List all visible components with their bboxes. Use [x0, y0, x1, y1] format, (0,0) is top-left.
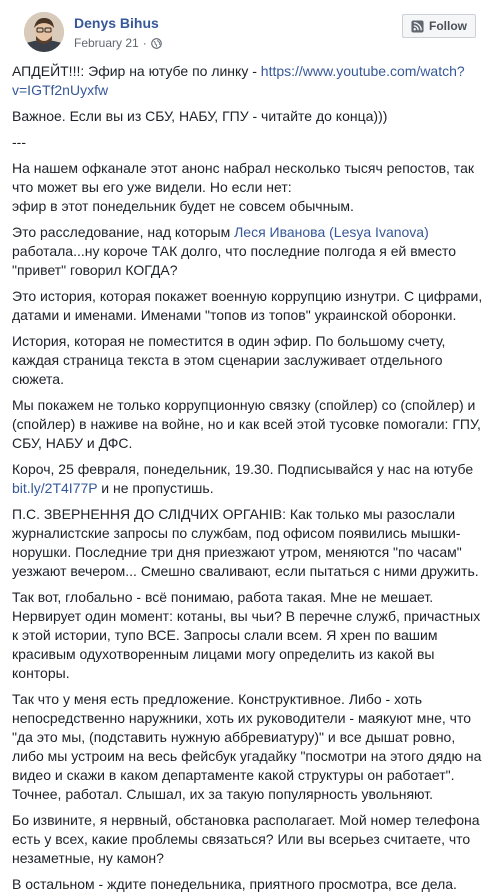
youtube-link[interactable]: https://www.youtube.com/watch?	[260, 63, 465, 79]
post-text	[12, 62, 488, 894]
author-name[interactable]: Denys Bihus	[74, 15, 159, 31]
rss-icon	[411, 20, 424, 33]
author-avatar[interactable]	[24, 12, 64, 52]
update-text: АПДЕЙТ!!!: Эфир на ютубе по линку -	[12, 63, 261, 79]
paragraph-investigation: Это расследование, над которым Леся Иванова (Lesya Ivanova) работала...ну короче ТАК долго, что последние полгода я ей вместо "привет" говорил КОГДА?	[12, 224, 456, 278]
post-date[interactable]: February 21	[74, 36, 139, 50]
paragraph-update	[12, 62, 488, 100]
mention-lesya-ivanova[interactable]: Леся Иванова (Lesya Ivanova)	[234, 224, 429, 240]
meta-separator: ·	[142, 36, 147, 50]
avatar-photo	[24, 12, 64, 52]
youtube-link-cont[interactable]: v=IGTf2nUyxfw	[12, 82, 109, 98]
paragraph-divider: ---	[12, 134, 26, 150]
follow-button[interactable]	[402, 14, 476, 38]
bitly-link[interactable]: bit.ly/2T4I77P	[12, 480, 98, 496]
paragraph-date: Короч, 25 февраля, понедельник, 19.30. Подписывайся у нас на ютубе bit.ly/2T4I77P и не пропустишь.	[12, 461, 474, 496]
globe-icon[interactable]	[151, 38, 162, 49]
paragraph-globally: Так вот, глобально - всё понимаю, работа такая. Мне не мешает. Нервирует один момент: котаны, вы чьи? В перечне служб, причастных к этой истории, тупо ВСЕ. Запросы слали всем. Я хрен по вашим красивым одухотворенным лицами могу определить из какой вы конторы.	[12, 589, 481, 681]
paragraph-important: Важное. Если вы из СБУ, НАБУ, ГПУ - читайте до конца)))	[12, 108, 388, 124]
paragraph-nervous: Бо извините, я нервный, обстановка располагает. Мой номер телефона есть у всех, какие проблемы связаться? Или вы всерьез считаете, что незаметные, ну камон?	[12, 812, 480, 866]
paragraph-announce: На нашем офканале этот анонс набрал несколько тысяч репостов, так что может вы его уже видели. Но если нет: эфир в этот понедельник будет не совсем обычным.	[12, 160, 474, 214]
paragraph-proposal: Так что у меня есть предложение. Конструктивное. Либо - хоть непосредственно наружники, хоть их руководители - маякуют мне, что "да это мы, (подставить нужную аббревиатуру)" и все дышат ровно, либо мы устроим на весь фейсбук угадайку "посмотри на этого дядю на видео и скажи в каком департаменте какой структуры он работает". Точнее, работал. Слышал, их за такую популярность увольняют.	[12, 691, 482, 802]
paragraph-story: Это история, которая покажет военную коррупцию изнутри. С цифрами, датами и именами. Именами "топов из топов" украинской оборонки.	[12, 288, 483, 323]
paragraph-spoilers: Мы покажем не только коррупционную связку (спойлер) со (спойлер) и (спойлер) в наживе на войне, но и как всей этой тусовке помогали: ГПУ, СБУ, НАБУ и ДФС.	[12, 397, 481, 451]
post-meta	[74, 36, 162, 50]
follow-label: Follow	[429, 19, 467, 33]
paragraph-closing: В остальном - ждите понедельника, приятного просмотра, все дела.	[12, 876, 457, 892]
post-header	[12, 0, 488, 62]
paragraph-history: История, которая не поместится в один эфир. По большому счету, каждая страница текста в этом сценарии заслуживает отдельного сюжета.	[12, 333, 446, 387]
paragraph-ps: П.С. ЗВЕРНЕННЯ ДО СЛІДЧИХ ОРГАНІВ: Как только мы разослали журналистские запросы по службам, под офисом появились мышки- норушки. Последние три дня приезжают утром, меняются "по часам" уезжают вечером... Смешно сваливают, если пытаться с ними дружить.	[12, 506, 479, 579]
